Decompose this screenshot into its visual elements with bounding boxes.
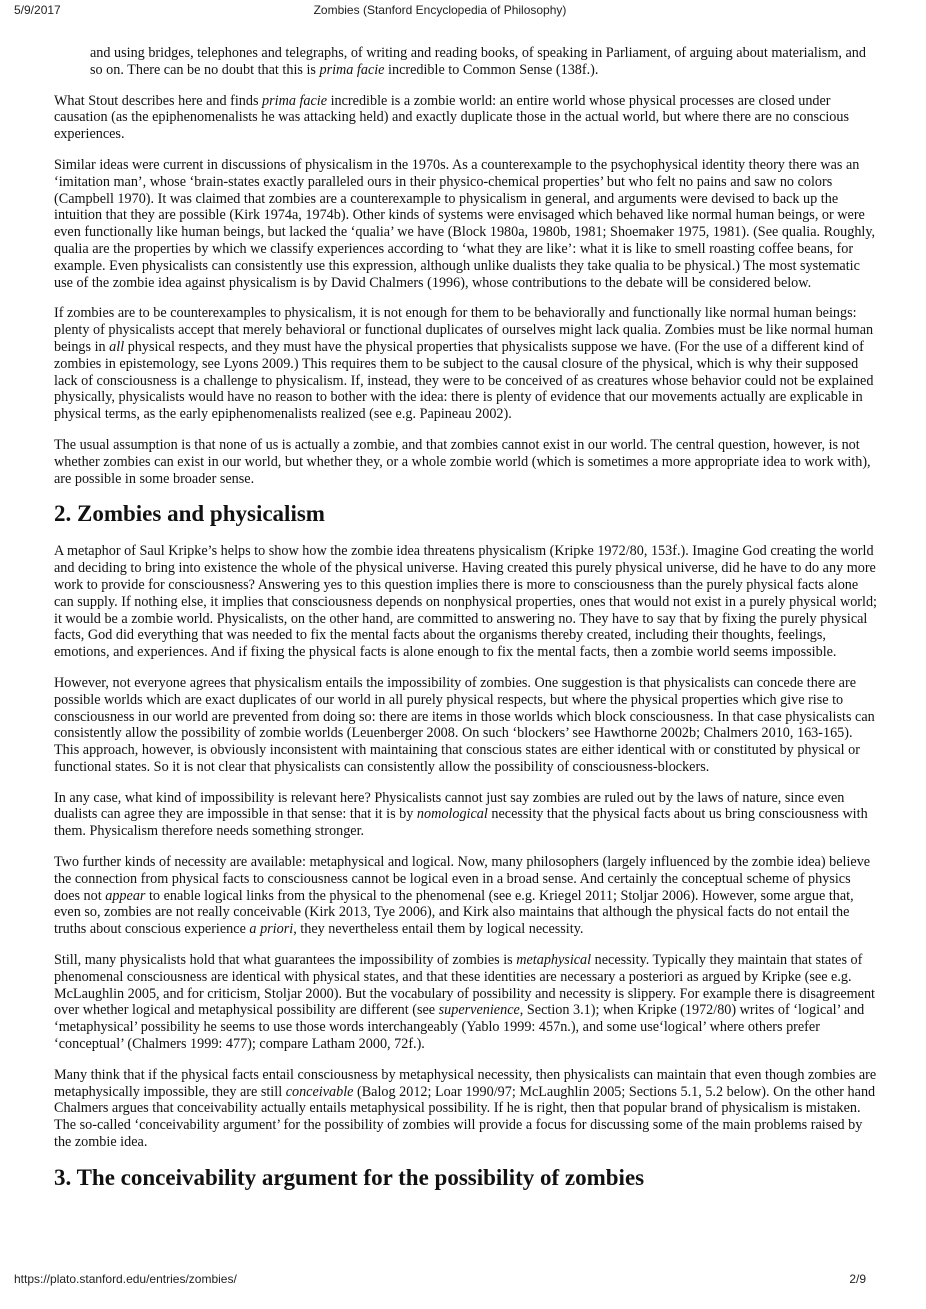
paragraph-usual-assumption: The usual assumption is that none of us is actually a zombie, and that zombies cannot exist in our world. The central question, however, is not whether zombies can exist in our world, but whether they, or a whole zombie world (which is sometimes a more appropriate idea to work with), are possible in some broader sense. <box>54 436 871 487</box>
paragraph-kripke-metaphor: A metaphor of Saul Kripke’s helps to show how the zombie idea threatens physicalism (Kripke 1972/80, 153f.). Imagine God creating the world and deciding to bring into existence the whole of the physical universe. Having created this purely physical universe, did he have to do any more work to provide for consciousness? Answering yes to this question implies there is more to consciousness than the purely physical facts alone can supply. If nothing else, it implies that consciousness depends on nonphysical properties, ones that would not exist in a purely physical world; it would be a zombie world. Physicalists, on the other hand, are committed to answering no. They have to say that by fixing the purely physical facts, God did everything that was needed to fix the mental facts about the organisms thereby created, including their thoughts, feelings, emotions, and experiences. And if fixing the physical facts is alone enough to fix the mental facts, then a zombie world seems impossible. <box>54 543 877 661</box>
supervenience-link[interactable]: supervenience <box>438 1002 520 1019</box>
print-page-title: Zombies (Stanford Encyclopedia of Philosophy) <box>313 3 567 17</box>
print-header <box>14 3 866 17</box>
article-body <box>54 45 878 1207</box>
paragraph-consciousness-blockers: However, not everyone agrees that physicalism entails the impossibility of zombies. One suggestion is that physicalists can concede there are possible worlds which are exact duplicates of our world in all purely physical respects, but where the physical properties which give rise to consciousness in our world are prevented from doing so: there are items in those worlds which block consciousness. In that case physicalists can consistently allow the possibility of zombie worlds (Leuenberger 2008. On such ‘blockers’ see Hawthorne 2002b; Chalmers 2010, 163-165). This approach, however, is obviously inconsistent with maintaining that conscious states are either identical with or constituted by physical or functional states. So it is not clear that physicalists can consistently allow the possibility of consciousness-blockers. <box>54 674 875 775</box>
print-footer <box>14 1272 866 1286</box>
paragraph-metaphysical-necessity: Still, many physicalists hold that what guarantees the impossibility of zombies is metaphysical necessity. Typically they maintain that states of phenomenal consciousness are identical with physical states, and that these identities are necessary a posteriori as argued by Kripke (see e.g. McLaughlin 2005, and for criticism, Stoljar 2000). But the vocabulary of possibility and necessity is slippery. For example there is disagreement over whether logical and metaphysical possibility are different (see supervenience, Section 3.1); when Kripke (1972/80) writes of ‘logical’ and ‘metaphysical’ possibility he seems to use those words interchangeably (Yablo 1999: 457n.), and some use‘logical’ where others prefer ‘conceptual’ (Chalmers 1999: 477); compare Latham 2000, 72f.). <box>54 952 875 1053</box>
stout-quote: and using bridges, telephones and telegraphs, of writing and reading books, of speaking in Parliament, of arguing about materialism, and so on. There can be no doubt that this is prima facie incredible to Common Sense (138f.). <box>90 45 866 78</box>
paragraph-stout-zombie-world: What Stout describes here and finds prima facie incredible is a zombie world: an entire world whose physical processes are closed under causation (as the epiphenomenalists he was attacking held) and exactly duplicate those in the actual world, but where there are no conscious experiences. <box>54 92 850 143</box>
paragraph-1970s-ideas: Similar ideas were current in discussions of physicalism in the 1970s. As a counterexample to the psychophysical identity theory there was an ‘imitation man’, whose ‘brain-states exactly paralleled ours in their physico-chemical properties’ but who felt no pains and saw no colors (Campbell 1970). It was claimed that zombies are a counterexample to physicalism in general, and arguments were devised to back up the intuition that they are possible (Kirk 1974a, 1974b). Other kinds of systems were envisaged which behaved like normal human beings, or were even functionally like human beings, but lacked the ‘qualia’ we have (Block 1980a, 1980b, 1981; Shoemaker 1975, 1981). (See qualia. Roughly, qualia are the properties by which we classify experiences according to ‘what they are like’: what it is like to smell roasting coffee beans, for example. Even physicalists can consistently use this expression, although unlike dualists they take qualia to be physical.) The most systematic use of the zombie idea against physicalism is by David Chalmers (1996), whose contributions to the debate will be considered below. <box>54 156 876 291</box>
paragraph-conceivability: Many think that if the physical facts entail consciousness by metaphysical necessity, then physicalists can maintain that even though zombies are metaphysically impossible, they are still conceivable (Balog 2012; Loar 1990/97; McLaughlin 2005; Sections 5.1, 5.2 below). On the other hand Chalmers argues that conceivability actually entails metaphysical possibility. If he is right, then that popular brand of physicalism is mistaken. The so-called ‘conceivability argument’ for the possibility of zombies will provide a focus for discussing some of the main problems raised by the zombie idea. <box>54 1066 877 1151</box>
print-url: https://plato.stanford.edu/entries/zombies/ <box>14 1272 237 1286</box>
section-heading-conceivability-argument: 3. The conceivability argument for the possibility of zombies <box>54 1164 645 1190</box>
print-date: 5/9/2017 <box>14 3 61 17</box>
paragraph-kind-of-impossibility: In any case, what kind of impossibility is relevant here? Physicalists cannot just say zombies are ruled out by the laws of nature, since even dualists can agree they are impossible in that sense: that it is by nomological necessity that the physical facts about us bring consciousness with them. Physicalism therefore needs something stronger. <box>54 789 868 840</box>
paragraph-counterexamples: If zombies are to be counterexamples to physicalism, it is not enough for them to be behaviorally and functionally like normal human beings: plenty of physicalists accept that merely behavioral or functional duplicates of ourselves might lack qualia. Zombies must be like normal human beings in all physical respects, and they must have the physical properties that physicalists suppose we have. (For the use of a different kind of zombies in epistemology, see Lyons 2009.) This requires them to be subject to the causal closure of the physical, which is why their supposed lack of consciousness is a challenge to physicalism. If, instead, they were to be conceived of as creatures whose behavior could not be explained physically, physicalists would have no reason to bother with the idea: there is plenty of evidence that our movements actually are explicable in physical terms, as the early epiphenomenalists realized (see e.g. Papineau 2002). <box>54 305 874 423</box>
section-heading-zombies-physicalism: 2. Zombies and physicalism <box>54 501 325 527</box>
print-page-number: 2/9 <box>849 1272 866 1286</box>
paragraph-further-necessity: Two further kinds of necessity are available: metaphysical and logical. Now, many philosophers (largely influenced by the zombie idea) believe the connection from physical facts to consciousness cannot be logical even in a broad sense. And certainly the conceptual scheme of physics does not appear to enable logical links from the physical to the phenomenal (see e.g. Kriegel 2011; Stoljar 2006). However, some argue that, even so, zombies are not really conceivable (Kirk 2013, Tye 2006), and Kirk also maintains that although the physical facts do not entail the truths about conscious experience a priori, they nevertheless entail them by logical necessity. <box>54 854 871 938</box>
